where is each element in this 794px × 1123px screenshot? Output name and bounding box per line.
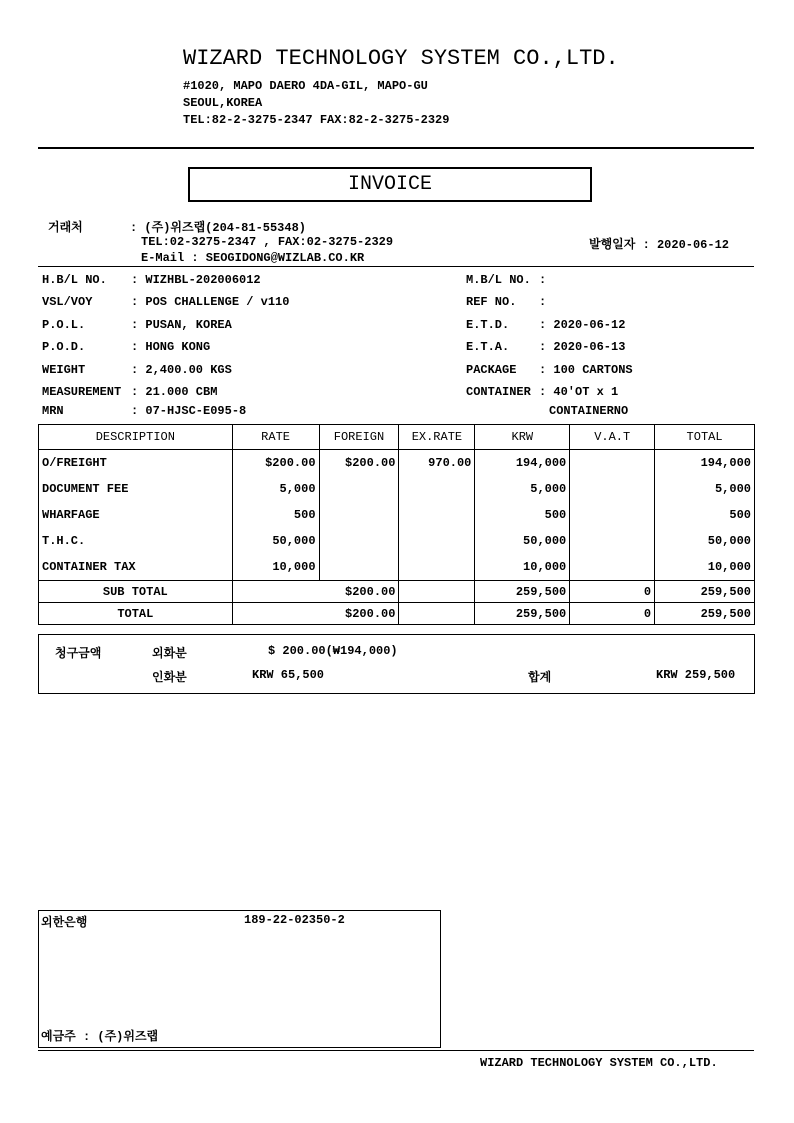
subtotal-vat: 0 xyxy=(570,581,655,603)
cell-rate: 500 xyxy=(232,502,319,528)
containerno-label: CONTAINERNO xyxy=(549,404,629,418)
total-krw: 259,500 xyxy=(475,603,570,625)
cell-rate: 5,000 xyxy=(232,476,319,502)
total-foreign: $200.00 xyxy=(232,603,399,625)
company-tel-fax: TEL:82-2-3275-2347 FAX:82-2-3275-2329 xyxy=(183,113,450,127)
customer-label: 거래처 xyxy=(48,221,83,235)
eta-value: : 2020-06-13 xyxy=(539,340,626,354)
customer-tel-fax: TEL:02-3275-2347 , FAX:02-3275-2329 xyxy=(141,235,394,249)
table-row xyxy=(39,502,755,528)
vsl-label: VSL/VOY xyxy=(42,295,93,309)
cell-total: 50,000 xyxy=(655,528,755,554)
bank-name: 외한은행 xyxy=(41,916,88,930)
subtotal-total: 259,500 xyxy=(655,581,755,603)
mrn-label: MRN xyxy=(42,404,64,418)
hbl-value: : WIZHBL-202006012 xyxy=(131,273,261,287)
subtotal-foreign: $200.00 xyxy=(232,581,399,603)
measurement-label: MEASUREMENT xyxy=(42,385,122,399)
total-total: 259,500 xyxy=(655,603,755,625)
customer-name: : (주)위즈랩(204-81-55348) xyxy=(130,221,306,235)
cell-description: O/FREIGHT xyxy=(39,450,233,477)
customer-email: E-Mail : SEOGIDONG@WIZLAB.CO.KR xyxy=(141,251,365,265)
billing-label: 청구금액 xyxy=(55,647,102,661)
bank-holder: 예금주 : (주)위즈랩 xyxy=(41,1030,159,1044)
pol-value: : PUSAN, KOREA xyxy=(131,318,232,332)
cell-foreign xyxy=(319,476,399,502)
billing-sum-label: 합계 xyxy=(528,671,552,685)
pol-label: P.O.L. xyxy=(42,318,86,332)
cell-ex-rate xyxy=(399,528,475,554)
cell-total: 5,000 xyxy=(655,476,755,502)
container-label: CONTAINER xyxy=(466,385,531,399)
ref-value: : xyxy=(539,295,547,309)
table-row xyxy=(39,476,755,502)
cell-krw: 10,000 xyxy=(475,554,570,581)
col-rate: RATE xyxy=(232,425,319,450)
container-value: : 40'OT x 1 xyxy=(539,385,619,399)
measurement-value: : 21.000 CBM xyxy=(131,385,218,399)
company-address-line1: #1020, MAPO DAERO 4DA-GIL, MAPO-GU xyxy=(183,79,428,93)
total-label: TOTAL xyxy=(39,603,233,625)
cell-ex-rate xyxy=(399,554,475,581)
subtotal-label: SUB TOTAL xyxy=(39,581,233,603)
table-header-row xyxy=(39,425,755,450)
col-vat: V.A.T xyxy=(570,425,655,450)
header-divider xyxy=(38,147,754,149)
cell-description: CONTAINER TAX xyxy=(39,554,233,581)
cell-total: 500 xyxy=(655,502,755,528)
billing-local-value: KRW 65,500 xyxy=(252,668,325,682)
cell-rate: 50,000 xyxy=(232,528,319,554)
col-ex-rate: EX.RATE xyxy=(399,425,475,450)
cell-krw: 194,000 xyxy=(475,450,570,477)
cell-description: WHARFAGE xyxy=(39,502,233,528)
company-address-line2: SEOUL,KOREA xyxy=(183,96,263,110)
charges-table xyxy=(38,424,755,625)
hbl-label: H.B/L NO. xyxy=(42,273,107,287)
cell-rate: 10,000 xyxy=(232,554,319,581)
ref-label: REF NO. xyxy=(466,295,517,309)
table-row xyxy=(39,528,755,554)
subtotal-krw: 259,500 xyxy=(475,581,570,603)
billing-local-label: 인화분 xyxy=(152,671,187,685)
customer-divider xyxy=(38,266,754,267)
company-name: WIZARD TECHNOLOGY SYSTEM CO.,LTD. xyxy=(183,46,619,71)
cell-krw: 50,000 xyxy=(475,528,570,554)
weight-label: WEIGHT xyxy=(42,363,86,377)
billing-sum-value: KRW 259,500 xyxy=(656,668,736,682)
invoice-title: INVOICE xyxy=(347,173,432,196)
cell-total: 10,000 xyxy=(655,554,755,581)
cell-total: 194,000 xyxy=(655,450,755,477)
bank-account: 189-22-02350-2 xyxy=(244,913,345,927)
etd-label: E.T.D. xyxy=(466,318,510,332)
cell-vat xyxy=(570,476,655,502)
weight-value: : 2,400.00 KGS xyxy=(131,363,232,377)
subtotal-row xyxy=(39,581,755,603)
package-value: : 100 CARTONS xyxy=(539,363,633,377)
mrn-value: : 07-HJSC-E095-8 xyxy=(131,404,247,418)
cell-description: DOCUMENT FEE xyxy=(39,476,233,502)
footer-divider xyxy=(38,1050,754,1051)
cell-foreign xyxy=(319,528,399,554)
pod-value: : HONG KONG xyxy=(131,340,211,354)
cell-foreign: $200.00 xyxy=(319,450,399,477)
cell-ex-rate: 970.00 xyxy=(399,450,475,477)
billing-foreign-label: 외화분 xyxy=(152,647,187,661)
subtotal-ex-rate xyxy=(399,581,475,603)
table-row xyxy=(39,554,755,581)
billing-foreign-value: $ 200.00(₩194,000) xyxy=(268,644,398,658)
col-foreign: FOREIGN xyxy=(319,425,399,450)
package-label: PACKAGE xyxy=(466,363,517,377)
cell-description: T.H.C. xyxy=(39,528,233,554)
pod-label: P.O.D. xyxy=(42,340,86,354)
cell-vat xyxy=(570,554,655,581)
cell-ex-rate xyxy=(399,476,475,502)
mbl-label: M.B/L NO. xyxy=(466,273,531,287)
col-krw: KRW xyxy=(475,425,570,450)
issue-date: 발행일자 : 2020-06-12 xyxy=(589,238,729,252)
vsl-value: : POS CHALLENGE / v110 xyxy=(131,295,290,309)
etd-value: : 2020-06-12 xyxy=(539,318,626,332)
cell-ex-rate xyxy=(399,502,475,528)
cell-rate: $200.00 xyxy=(232,450,319,477)
table-row xyxy=(39,450,755,477)
col-total: TOTAL xyxy=(655,425,755,450)
cell-vat xyxy=(570,528,655,554)
cell-vat xyxy=(570,450,655,477)
col-description: DESCRIPTION xyxy=(39,425,233,450)
invoice-title-box xyxy=(188,167,592,202)
cell-foreign xyxy=(319,502,399,528)
cell-krw: 500 xyxy=(475,502,570,528)
footer-company: WIZARD TECHNOLOGY SYSTEM CO.,LTD. xyxy=(480,1056,718,1070)
eta-label: E.T.A. xyxy=(466,340,510,354)
cell-foreign xyxy=(319,554,399,581)
total-vat: 0 xyxy=(570,603,655,625)
total-row xyxy=(39,603,755,625)
cell-krw: 5,000 xyxy=(475,476,570,502)
total-ex-rate xyxy=(399,603,475,625)
cell-vat xyxy=(570,502,655,528)
mbl-value: : xyxy=(539,273,547,287)
billing-box xyxy=(38,634,755,694)
